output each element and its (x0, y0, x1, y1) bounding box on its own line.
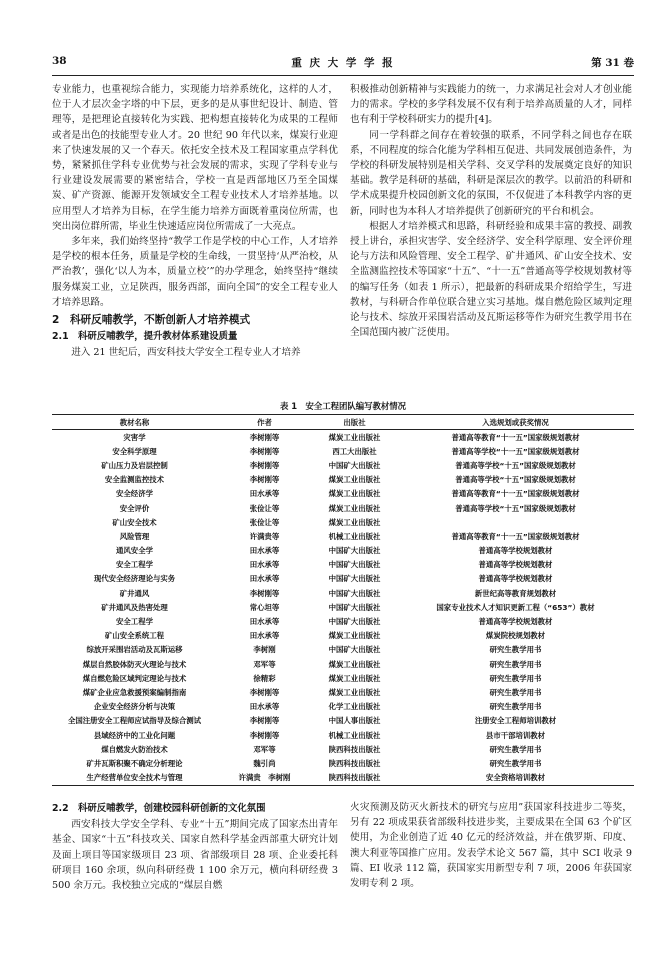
textbook-table (52, 414, 634, 786)
table-row (52, 586, 634, 600)
table-row (52, 529, 634, 543)
table-cell: 矿山安全系统工程 (104, 631, 165, 641)
table-cell: 徐精彩 (253, 673, 276, 683)
table-header-cell: 作者 (257, 417, 272, 427)
table-cell: 安全评价 (119, 503, 150, 513)
table-cell: 安全工程学 (116, 560, 153, 570)
table-row (52, 473, 634, 487)
table-cell: 县市干部培训教材 (485, 730, 546, 740)
table-row (52, 458, 634, 472)
table-cell: 煤炭工业出版社 (328, 517, 381, 527)
table-cell: 安全监测监控技术 (104, 475, 165, 485)
table-cell: 新世纪高等教育规划教材 (474, 588, 557, 598)
table-cell: 通风安全学 (116, 546, 153, 556)
table-cell: 安全资格培训教材 (485, 773, 546, 783)
table-cell: 中国矿大出版社 (328, 617, 381, 627)
table-cell: 灾害学 (123, 432, 146, 442)
table-cell: 中国矿大出版社 (328, 546, 381, 556)
table-row (52, 700, 634, 714)
table-cell: 煤自燃危险区域判定理论与技术 (82, 673, 187, 683)
table-cell: 安全经济学 (116, 489, 153, 499)
table-row (52, 544, 634, 558)
table-cell: 煤层自然胶体防灭火理论与技术 (82, 659, 187, 669)
table-row (52, 643, 634, 657)
right-paragraph-1: 积极推动创新精神与实践能力的统一，力求满足社会对人才创业能力的需求。学校的多学科发展不仅有利于培养高质量的人才，同样也有利于学校科研实力的提升[4]。 (350, 84, 632, 126)
table-row (52, 657, 634, 671)
table-cell: 煤炭工业出版社 (328, 687, 381, 697)
table-row (52, 685, 634, 699)
table-cell: 李树刚等 (249, 460, 280, 470)
section-2-2-left-text: 西安科技大学安全学科、专业“十五”期间完成了国家杰出青年基金、国家“十五”科技攻关、国家自然科学基金西部重大研究计划及面上项目等国家级项目 23 项、省部级项目 28 项、企业委托科研项目 160 余项，纵向科研经费 1 100 余万元，横向科研经费 3 500 余万元。我校独立完成的“煤层自燃 (52, 819, 338, 892)
section-2-2-heading: 2.2 科研反哺教学，创建校园科研创新的文化氛围 (52, 803, 266, 814)
table-cell: 田水承等 (249, 560, 280, 570)
section-2-1-heading: 2.1 科研反哺教学，提升教材体系建设质量 (52, 331, 238, 343)
table-cell: 煤炭工业出版社 (328, 659, 381, 669)
table-cell: 现代安全经济理论与实务 (93, 574, 176, 584)
volume-label: 第 31 卷 (591, 57, 634, 69)
table-row (52, 501, 634, 515)
table-cell: 田水承等 (249, 631, 280, 641)
table-cell: 普通高等教育“十一五”国家级规划教材 (451, 432, 580, 442)
journal-title: 重 庆 大 学 学 报 (291, 57, 395, 69)
page-number: 38 (52, 55, 67, 67)
table-caption: 表 1 安全工程团队编写教材情况 (280, 401, 406, 411)
table-cell: 国家专业技术人才知识更新工程（“653”）教材 (436, 602, 595, 612)
table-row (52, 572, 634, 586)
section-2-2-right-text: 火灾预测及防灭火新技术的研究与应用”获国家科技进步二等奖，另有 22 项成果获省部级科技进步奖，主要成果在全国 63 个矿区使用，为企业创造了近 40 亿元的经济效益，并在俄罗斯、印度、澳大利亚等国推广应用。发表学术论文 567 篇，其中 SCI 收录 9 篇、EI 收录 112 篇，获国家实用新型专利 7 项，2006 年获国家发明专利 2 项。 (350, 802, 632, 890)
table-cell: 中国矿大出版社 (328, 460, 381, 470)
table-cell: 矿井瓦斯积聚不确定分析理论 (86, 758, 183, 768)
right-paragraph-2: 同一学科群之间存在着较强的联系，不同学科之间也存在联系，不同程度的综合化能为学科相互促进、共同发展创造条件，为学校的科研发展特别是相关学科、交叉学科的发展奠定良好的知识基础。教学是科研的基础，科研是深层次的教学。以前沿的科研和学术成果提升校园创新文化的氛围，不仅促进了本科教学内容的更新，同时也为本科人才培养提供了创新研究的平台和机会。 (350, 129, 632, 217)
left-column (52, 82, 338, 361)
table-row (52, 558, 634, 572)
table-cell: 普通高等学校规划教材 (478, 560, 553, 570)
table-cell: 普通高等学校“十一五”国家级规划教材 (451, 446, 580, 456)
table-cell: 矿井通风及热害处理 (101, 602, 168, 612)
table-row (52, 614, 634, 628)
table-cell: 安全工程学 (116, 617, 153, 627)
table-cell: 研究生教学用书 (489, 687, 542, 697)
right-column (350, 82, 632, 340)
table-cell: 田水承等 (249, 702, 280, 712)
section-2-2-left (52, 800, 338, 893)
table-cell: 田水承等 (249, 617, 280, 627)
right-paragraph-3: 根据人才培养模式和思路，科研经验和成果丰富的教授、副教授上讲台，承担灾害学、安全经济学、安全科学原理、安全评价理论与方法和风险管理、安全工程学、矿井通风、矿山安全技术、安全监测监控技术等国家“十五”、“十一五”普通高等学校规划教材等的编写任务（如表 1 所示），把最新的科研成果介绍给学生，写进教材，与科研合作单位联合建立实习基地。煤自燃危险区域判定理论与技术、综放开采围岩活动及瓦斯运移等作为研究生教学用书在全国范围内被广泛使用。 (350, 220, 632, 339)
section-2-heading: 2 科研反哺教学，不断创新人才培养模式 (52, 314, 251, 327)
left-paragraph-1: 专业能力，也重视综合能力，实现能力培养系统化，这样的人才，位于人才层次金字塔的中下层，更多的是从事世纪设计、制造、管理等，是把理论直接转化为实践、把构想直接转化为成果的工程师或者是出色的技能型专业人才。20 世纪 90 年代以来，煤炭行业迎来了快速发展的又一个春天。依托安全技术及工程国家重点学科优势，紧紧抓住学科专业优势与社会发展的需求，实现了学科专业与行业建设发展需要的紧密结合，学校一直是西部地区乃至全国煤炭、矿产资源、能源开发领域安全工程专业技术人才培养基地。以应用型人才培养为目标，在学生能力培养方面既着重岗位所需，也突出岗位群所需，毕业生快速适应岗位所需成了一大亮点。 (52, 84, 338, 232)
table-cell: 全国注册安全工程师应试指导及综合测试 (67, 716, 202, 726)
table-row (52, 487, 634, 501)
table-header-cell: 入选规划或获奖情况 (482, 417, 549, 427)
table-cell: 安全科学原理 (112, 446, 157, 456)
table-cell: 中国矿大出版社 (328, 560, 381, 570)
table-row (52, 430, 634, 445)
table-cell: 研究生教学用书 (489, 744, 542, 754)
table-cell: 田水承等 (249, 546, 280, 556)
table-cell: 张俭让等 (249, 517, 280, 527)
table-row (52, 728, 634, 742)
table-header-cell: 教材名称 (119, 417, 150, 427)
table-cell: 矿井通风 (119, 588, 150, 598)
table-cell: 普通高等教育“十一五”国家级规划教材 (451, 489, 580, 499)
table-cell: 煤矿企业应急救援预案编制指南 (82, 687, 187, 697)
table-cell: 陕西科技出版社 (328, 773, 381, 783)
table-cell: 风险管理 (119, 531, 150, 541)
table-cell: 普通高等学校规划教材 (478, 546, 553, 556)
table-cell: 张俭让等 (249, 503, 280, 513)
table-cell: 研究生教学用书 (489, 702, 542, 712)
table-row (52, 714, 634, 728)
table-cell: 普通高等学校“十五”国家级规划教材 (455, 460, 576, 470)
table-cell: 陕西科技出版社 (328, 758, 381, 768)
table-cell: 李树刚等 (249, 446, 280, 456)
table-cell: 田水承等 (249, 574, 280, 584)
table-cell: 李树刚等 (249, 730, 280, 740)
table-cell: 李树刚等 (249, 687, 280, 697)
table-cell (397, 515, 634, 529)
table-cell: 李树刚 (253, 645, 276, 655)
table-cell: 煤炭工业出版社 (328, 673, 381, 683)
table-cell: 普通高等学校“十五”国家级规划教材 (455, 475, 576, 485)
table-cell: 机械工业出版社 (328, 730, 381, 740)
table-cell: 田水承等 (249, 489, 280, 499)
table-row (52, 742, 634, 756)
table-cell: 魏引尚 (253, 758, 276, 768)
table-cell: 综放开采围岩活动及瓦斯运移 (86, 645, 183, 655)
table-cell: 中国矿大出版社 (328, 602, 381, 612)
header-rule (52, 75, 634, 76)
table-cell: 企业安全经济分析与决策 (93, 702, 176, 712)
table-cell: 邓军等 (253, 744, 276, 754)
table-cell: 李树刚等 (249, 588, 280, 598)
table-cell: 常心坦等 (249, 602, 280, 612)
table-row (52, 629, 634, 643)
table-cell: 普通高等学校规划教材 (478, 617, 553, 627)
table-row (52, 515, 634, 529)
table-cell: 研究生教学用书 (489, 673, 542, 683)
table-cell: 煤炭工业出版社 (328, 631, 381, 641)
table-cell: 矿山压力及岩层控制 (101, 460, 168, 470)
left-paragraph-2: 多年来，我们始终坚持“教学工作是学校的中心工作，人才培养是学校的根本任务，质量是学校的生命线，一贯坚持‘从严治校，从严治教’，强化‘以人为本，质量立校’”的办学理念，始终坚持“继续服务煤炭工业，立足陕西，服务西部，面向全国”的安全工程专业人才培养思路。 (52, 236, 338, 308)
table-cell: 李树刚等 (249, 475, 280, 485)
table-cell: 西工大出版社 (332, 446, 377, 456)
table-cell: 煤炭工业出版社 (328, 432, 381, 442)
table-cell: 中国矿大出版社 (328, 588, 381, 598)
table-cell: 邓军等 (253, 659, 276, 669)
table-row (52, 756, 634, 770)
table-row (52, 671, 634, 685)
table-cell: 中国矿大出版社 (328, 645, 381, 655)
table-cell: 煤炭工业出版社 (328, 475, 381, 485)
table-cell: 研究生教学用书 (489, 659, 542, 669)
table-cell: 县域经济中的工业化问题 (93, 730, 176, 740)
table-cell: 化学工业出版社 (328, 702, 381, 712)
left-paragraph-3: 进入 21 世纪后，西安科技大学安全工程专业人才培养 (71, 347, 301, 359)
table-cell: 中国矿大出版社 (328, 574, 381, 584)
table-cell: 机械工业出版社 (328, 531, 381, 541)
table-cell: 研究生教学用书 (489, 645, 542, 655)
table-cell: 许满贵等 (249, 531, 280, 541)
table-row (52, 600, 634, 614)
table-cell: 李树刚等 (249, 432, 280, 442)
table-cell: 李树刚等 (249, 716, 280, 726)
table-cell: 陕西科技出版社 (328, 744, 381, 754)
table-cell: 普通高等教育“十一五”国家级规划教材 (451, 531, 580, 541)
table-header-row (52, 415, 634, 430)
table-cell: 许满贵 李树刚 (238, 773, 291, 783)
table-cell: 煤自燃发火防治技术 (101, 744, 168, 754)
table-cell: 煤炭工业出版社 (328, 503, 381, 513)
section-2-2-right (350, 800, 632, 891)
table-header-cell: 出版社 (343, 417, 366, 427)
table-cell: 矿山安全技术 (112, 517, 157, 527)
table-row (52, 444, 634, 458)
running-head (52, 55, 634, 75)
table-cell: 普通高等学校“十五”国家级规划教材 (455, 503, 576, 513)
table-cell: 普通高等学校规划教材 (478, 574, 553, 584)
table-cell: 煤炭工业出版社 (328, 489, 381, 499)
table-cell: 生产经营单位安全技术与管理 (86, 773, 183, 783)
table-body (52, 430, 634, 786)
table-cell: 中国人事出版社 (328, 716, 381, 726)
table-row (52, 771, 634, 786)
table-cell: 煤炭院校规划教材 (485, 631, 546, 641)
table-cell: 研究生教学用书 (489, 758, 542, 768)
table-cell: 注册安全工程师培训教材 (474, 716, 557, 726)
